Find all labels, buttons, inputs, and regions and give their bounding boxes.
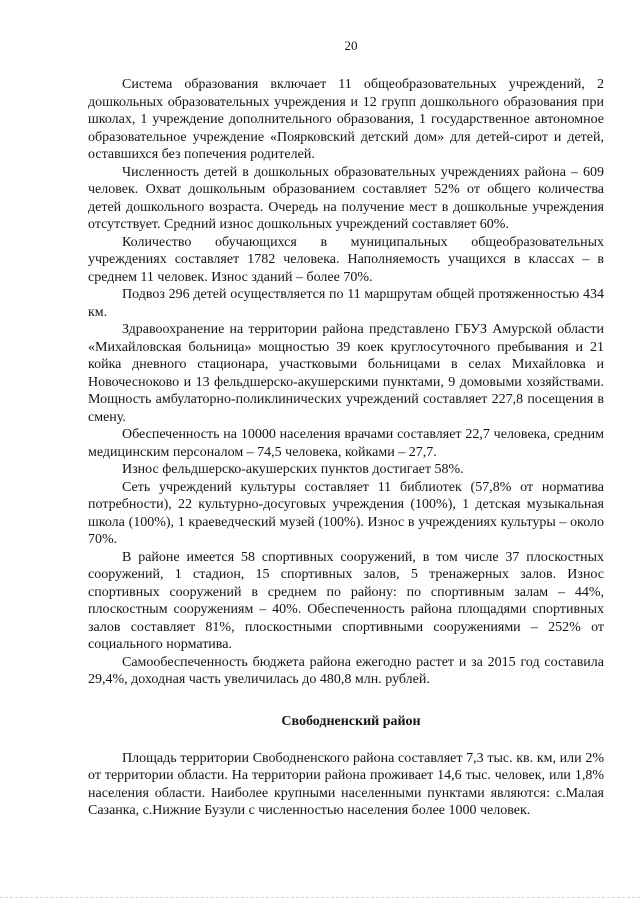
page-number: 20	[344, 38, 358, 53]
paragraph: Сеть учреждений культуры составляет 11 библиотек (57,8% от норматива потребности), 22 культурно-досуговых учреждения (100%), 1 детская музыкальная школа (100%), 1 краеведческий музей (100%). Износ в учреждениях культуры – около 70%.	[88, 479, 604, 547]
body-text-top	[88, 76, 604, 689]
scan-edge-line	[0, 897, 640, 903]
paragraph: Подвоз 296 детей осуществляется по 11 маршрутам общей протяженностью 434 км.	[88, 287, 604, 320]
paragraph: В районе имеется 58 спортивных сооружений, в том числе 37 плоскостных сооружений, 1 стадион, 15 спортивных залов, 5 тренажерных залов. Износ спортивных сооружений в среднем по району: по спортивным залам – 44%, плоскостным сооружениям – 40%. Обеспеченность района площадями спортивных залов составляет 81%, плоскостными спортивными сооружениями – 252% от социального норматива.	[88, 549, 604, 652]
paragraph: Площадь территории Свободненского района составляет 7,3 тыс. кв. км, или 2% от территории области. На территории района проживает 14,6 тыс. человек, или 1,8% населения области. Наиболее крупными населенными пунктами являются: с.Малая Сазанка, с.Нижние Бузули с численностью населения более 1000 человек.	[88, 750, 604, 818]
paragraph: Самообеспеченность бюджета района ежегодно растет и за 2015 год составила 29,4%, доходная часть увеличилась до 480,8 млн. рублей.	[88, 654, 604, 687]
section-heading: Свободненский район	[281, 713, 421, 729]
paragraph: Здравоохранение на территории района представлено ГБУЗ Амурской области «Михайловская больница» мощностью 39 коек круглосуточного пребывания и 21 койка дневного стационара, участковыми больницами в селах Михайловка и Новочесноково и 13 фельдшерско-акушерскими пунктами, 9 домовыми хозяйствами. Мощность амбулаторно-поликлинических учреждений составляет 227,8 посещения в смену.	[88, 322, 604, 425]
paragraph: Численность детей в дошкольных образовательных учреждениях района – 609 человек. Охват дошкольным образованием составляет 52% от общего количества детей дошкольного возраста. Очередь на получение мест в дошкольные учреждения отсутствует. Средний износ дошкольных учреждений составляет 60%.	[88, 164, 604, 232]
body-text-bottom	[88, 750, 604, 820]
paragraph: Обеспеченность на 10000 населения врачами составляет 22,7 человека, средним медицинским персоналом – 74,5 человека, койками – 27,7.	[88, 427, 604, 460]
paragraph: Количество обучающихся в муниципальных общеобразовательных учреждениях составляет 1782 человека. Наполняемость учащихся в классах – в среднем 11 человек. Износ зданий – более 70%.	[88, 234, 604, 285]
paragraph: Система образования включает 11 общеобразовательных учреждений, 2 дошкольных образовательных учреждения и 12 групп дошкольного образования при школах, 1 учреждение дополнительного образования, 1 государственное автономное образовательное учреждение «Поярковский детский дом» для детей-сирот и детей, оставшихся без попечения родителей.	[88, 77, 604, 162]
paragraph: Износ фельдшерско-акушерских пунктов достигает 58%.	[122, 462, 464, 477]
